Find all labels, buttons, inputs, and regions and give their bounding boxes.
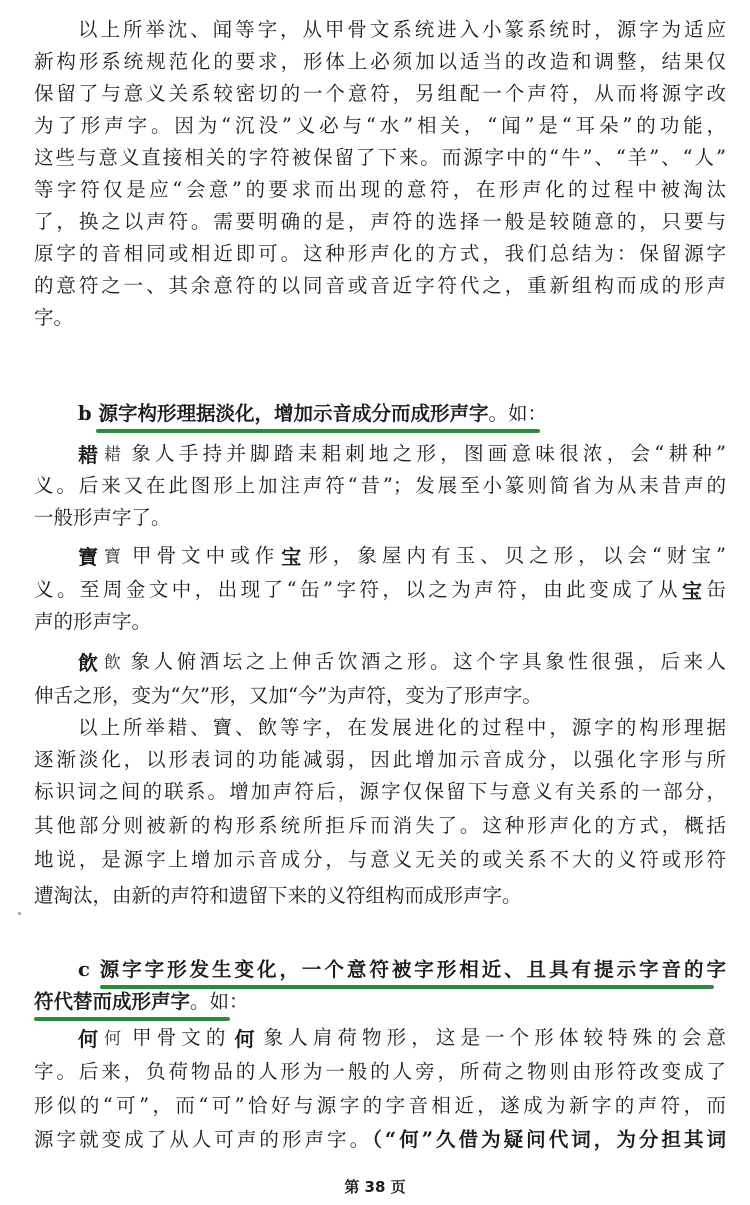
ancient-glyph-icon: 耤	[78, 442, 98, 467]
text-line: 逐渐淡化，以形表词的功能减弱，因此增加示音成分，以强化字形与所	[34, 748, 726, 771]
text-span: 缶	[703, 578, 726, 601]
text-line: 以上所举沈、闻等字，从甲骨文系统进入小篆系统时，源字为适应	[78, 18, 726, 41]
text-line	[34, 574, 726, 606]
ancient-glyph-icon: 飲	[78, 650, 98, 675]
text-span: 象人肩荷物形，这是一个形体较特殊的会意	[258, 1026, 726, 1049]
text-line	[78, 540, 726, 572]
text-line: 等字符仅是应“会意”的要求而出现的意符，在形声化的过程中被淘汰	[34, 178, 726, 201]
scan-speck	[18, 912, 21, 915]
section-title: 源字构形理据淡化，增加示音成分而成形声字	[98, 402, 489, 425]
inline-glyph-icon: 宝	[281, 544, 302, 569]
text-span: 象人俯酒坛之上伸舌饮酒之形。这个字具象性很强，后来人	[127, 650, 726, 673]
green-underline	[34, 1017, 230, 1021]
text-line	[78, 1022, 726, 1054]
text-line: 新构形系统规范化的要求，形体上必须加以适当的改造和调整，结果仅	[34, 50, 726, 73]
text-line: 的意符之一、其余意符的以同音或音近字符代之，重新组构而成的形声	[34, 274, 726, 297]
text-span: 义。至周金文中，出现了“缶”字符，以之为声符，由此变成了从	[34, 578, 682, 601]
seal-glyph-icon: 何	[104, 1028, 121, 1049]
section-b-heading	[78, 398, 726, 430]
text-line: 声的形声字。	[34, 610, 152, 633]
text-span: 甲骨文中或作	[127, 544, 280, 567]
text-line: 为了形声字。因为“沉没”义必与“水”相关，“闻”是“耳朵”的功能，	[34, 114, 726, 137]
section-title: 符代替而成形声字	[34, 990, 191, 1013]
text-line: 地说，是源字上增加示音成分，与意义无关的或关系不大的义符或形符	[34, 848, 726, 871]
section-tail: 。如：	[190, 990, 249, 1013]
text-span: 象人手持并脚踏耒耜刺地之形，图画意味很浓，会“耕种”	[127, 442, 726, 465]
section-title: 源字字形发生变化，一个意符被字形相近、且具有提示字音的字	[99, 958, 726, 981]
text-line: 原字的音相同或相近即可。这种形声化的方式，我们总结为：保留源字	[34, 242, 726, 265]
text-span: （“何”久借为疑问代词，为分担其词	[372, 1128, 726, 1151]
text-line	[34, 1124, 726, 1156]
text-line	[78, 438, 726, 470]
watermark-fade	[690, 1130, 750, 1160]
text-line: 了，换之以声符。需要明确的是，声符的选择一般是较随意的，只要与	[34, 210, 726, 233]
text-line: 其他部分则被新的构形系统所拒斥而消失了。这种形声化的方式，概括	[34, 814, 726, 837]
section-c-heading-cont	[34, 986, 726, 1018]
text-span: 源字就变成了从人可声的形声字。	[34, 1128, 373, 1151]
seal-glyph-icon: 耤	[104, 444, 121, 465]
text-line: 义。后来又在此图形上加注声符“昔”；发展至小篆则简省为从耒昔声的	[34, 474, 726, 497]
text-line: 形似的“可”，而“可”恰好与源字的字音相近，遂成为新字的声符，而	[34, 1094, 726, 1117]
text-line: 保留了与意义关系较密切的一个意符，另组配一个声符，从而将源字改	[34, 82, 726, 105]
page-number: 第 38 页	[344, 1178, 406, 1196]
section-c-heading	[78, 954, 726, 986]
text-line	[78, 646, 726, 678]
text-line: 字。后来，负荷物品的人形为一般的人旁，所荷之物则由形符改变成了	[34, 1060, 726, 1083]
text-line: 遭淘汰，由新的声符和遗留下来的义符组构而成形声字。	[34, 884, 522, 907]
text-line: 以上所举耤、寶、飲等字，在发展进化的过程中，源字的构形理据	[78, 716, 726, 739]
seal-glyph-icon: 飲	[104, 652, 121, 673]
ancient-glyph-icon: 寶	[78, 544, 98, 569]
text-line: 这些与意义直接相关的字符被保留了下来。而源字中的“牛”、“羊”、“人”	[34, 146, 726, 169]
seal-glyph-icon: 寶	[104, 546, 121, 567]
text-line: 标识词之间的联系。增加声符后，源字仅保留下与意义有关系的一部分，	[34, 780, 726, 803]
inline-glyph-icon: 宝	[682, 578, 703, 603]
section-marker: c	[78, 958, 90, 981]
text-line: 一般形声字了。	[34, 506, 171, 529]
text-span: 形，象屋内有玉、贝之形，以会“财宝”	[303, 544, 726, 567]
green-underline	[96, 429, 540, 433]
section-tail: 。如：	[488, 402, 547, 425]
section-marker: b	[78, 402, 92, 425]
text-span: 甲骨文的	[127, 1026, 231, 1049]
text-line: 字。	[34, 306, 74, 329]
text-line: 伸舌之形，变为“欠”形，又加“今”为声符，变为了形声字。	[34, 684, 542, 707]
inline-glyph-icon: 何	[234, 1026, 255, 1051]
ancient-glyph-icon: 何	[78, 1026, 98, 1051]
